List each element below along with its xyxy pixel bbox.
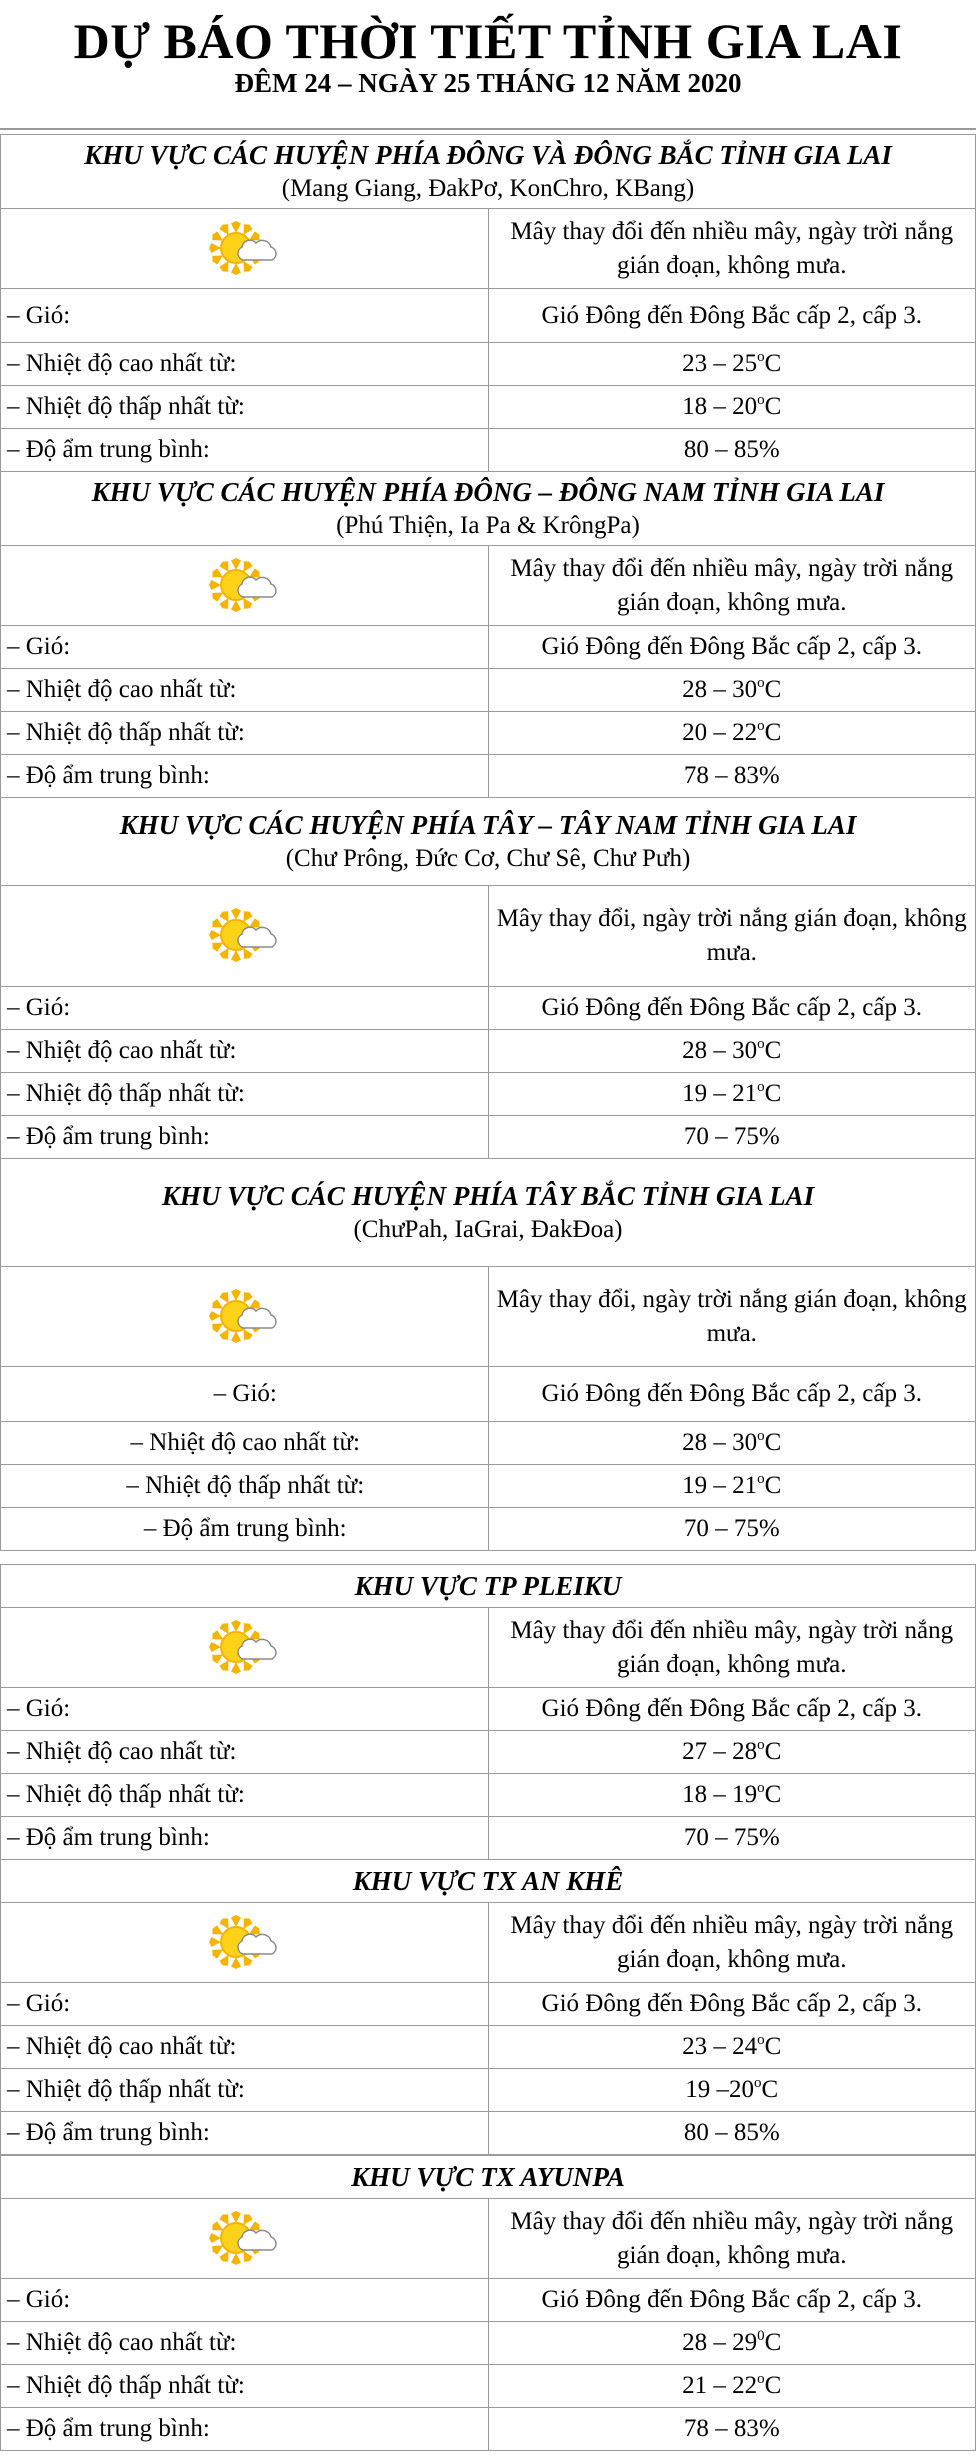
forecast-table-region-1 (0, 134, 976, 472)
partly-cloudy-icon (209, 1301, 281, 1328)
wind-value: Gió Đông đến Đông Bắc cấp 2, cấp 3. (488, 626, 976, 669)
wind-value: Gió Đông đến Đông Bắc cấp 2, cấp 3. (488, 1688, 976, 1731)
region-header (1, 1159, 976, 1267)
weather-icon-cell (1, 2199, 489, 2279)
temp-min-label: – Nhiệt độ thấp nhất từ: (1, 386, 489, 429)
humidity-value: 78 – 83% (488, 2408, 976, 2451)
sky-condition: Mây thay đổi đến nhiều mây, ngày trời nắng gián đoạn, không mưa. (488, 1608, 976, 1688)
region-districts: (Mang Giang, ĐakPơ, KonChro, KBang) (281, 174, 695, 202)
wind-value: Gió Đông đến Đông Bắc cấp 2, cấp 3. (488, 289, 976, 343)
wind-label: – Gió: (1, 1688, 489, 1731)
temp-max-label: – Nhiệt độ cao nhất từ: (1, 343, 489, 386)
temp-max-label: – Nhiệt độ cao nhất từ: (1, 669, 489, 712)
partly-cloudy-icon (209, 906, 281, 966)
temp-max-value: 28 – 30$^o$C (488, 1030, 976, 1073)
wind-value: Gió Đông đến Đông Bắc cấp 2, cấp 3. (488, 1983, 976, 2026)
partly-cloudy-icon (209, 556, 281, 616)
forecast-table-region-2 (0, 471, 976, 798)
humidity-value: 70 – 75% (488, 1116, 976, 1159)
humidity-label: – Độ ẩm trung bình: (1, 1817, 489, 1860)
wind-label: – Gió: (1, 289, 489, 343)
sky-condition: Mây thay đổi, ngày trời nắng gián đoạn, không mưa. (488, 886, 976, 987)
partly-cloudy-icon (209, 233, 281, 260)
weather-icon-cell (1, 886, 489, 987)
region-header (1, 2156, 976, 2199)
wind-label: – Gió: (1, 626, 489, 669)
region-title: KHU VỰC CÁC HUYỆN PHÍA TÂY – TÂY NAM TỈNH GIA LAI (119, 809, 857, 840)
weather-icon-cell (1, 1608, 489, 1688)
partly-cloudy-icon (209, 1618, 281, 1678)
region-title: KHU VỰC TX AYUNPA (351, 2161, 625, 2192)
temp-min-label: – Nhiệt độ thấp nhất từ: (1, 1073, 489, 1116)
partly-cloudy-icon (209, 1927, 281, 1954)
humidity-label: – Độ ẩm trung bình: (1, 1508, 489, 1551)
partly-cloudy-icon (209, 1913, 281, 1973)
region-districts: (Chư Prông, Đức Cơ, Chư Sê, Chư Pưh) (285, 844, 691, 872)
page-title: DỰ BÁO THỜI TIẾT TỈNH GIA LAI (73, 13, 903, 69)
wind-value: Gió Đông đến Đông Bắc cấp 2, cấp 3. (488, 2279, 976, 2322)
temp-min-value: 21 – 22$^o$C (488, 2365, 976, 2408)
region-header (1, 1565, 976, 1608)
forecast-table-an-khe (0, 1859, 976, 2155)
forecast-table-ayunpa (0, 2155, 976, 2451)
weather-icon-cell (1, 1903, 489, 1983)
title-divider (0, 128, 976, 130)
region-districts: (Phú Thiện, Ia Pa & KrôngPa) (336, 511, 640, 539)
page-subtitle: ĐÊM 24 – NGÀY 25 THÁNG 12 NĂM 2020 (234, 68, 742, 98)
humidity-value: 78 – 83% (488, 755, 976, 798)
temp-max-value: $28 - 29^0C$ (488, 2322, 976, 2365)
region-header (1, 472, 976, 546)
temp-max-value: 23 – 25$^o$C (488, 343, 976, 386)
partly-cloudy-icon (209, 2209, 281, 2269)
partly-cloudy-icon (209, 921, 281, 948)
temp-max-label: – Nhiệt độ cao nhất từ: (1, 1030, 489, 1073)
temp-min-value: 19 –20$^o$C (488, 2069, 976, 2112)
partly-cloudy-icon (209, 2223, 281, 2250)
wind-label: – Gió: (1, 1367, 489, 1422)
temp-max-value: 23 – 24$^o$C (488, 2026, 976, 2069)
sky-condition: Mây thay đổi đến nhiều mây, ngày trời nắng gián đoạn, không mưa. (488, 209, 976, 289)
temp-max-value: 28 – 30$^o$C (488, 1422, 976, 1465)
wind-label: – Gió: (1, 987, 489, 1030)
temp-min-label: – Nhiệt độ thấp nhất từ: (1, 2365, 489, 2408)
humidity-value: 80 – 85% (488, 429, 976, 472)
weather-icon-cell (1, 546, 489, 626)
humidity-label: – Độ ẩm trung bình: (1, 2112, 489, 2155)
region-title: KHU VỰC CÁC HUYỆN PHÍA ĐÔNG VÀ ĐÔNG BẮC TỈNH GIA LAI (84, 139, 892, 170)
partly-cloudy-icon (209, 1287, 281, 1347)
humidity-value: 70 – 75% (488, 1817, 976, 1860)
humidity-label: – Độ ẩm trung bình: (1, 755, 489, 798)
temp-max-value: 28 – 30$^o$C (488, 669, 976, 712)
region-header (1, 135, 976, 209)
temp-min-label: – Nhiệt độ thấp nhất từ: (1, 1774, 489, 1817)
humidity-value: 70 – 75% (488, 1508, 976, 1551)
sky-condition: Mây thay đổi, ngày trời nắng gián đoạn, không mưa. (488, 1267, 976, 1367)
temp-max-label: – Nhiệt độ cao nhất từ: (1, 2026, 489, 2069)
region-header (1, 798, 976, 886)
region-header (1, 1860, 976, 1903)
partly-cloudy-icon (209, 1632, 281, 1659)
temp-max-label: – Nhiệt độ cao nhất từ: (1, 1422, 489, 1465)
weather-icon-cell (1, 1267, 489, 1367)
temp-min-value: 19 – 21$^o$C (488, 1073, 976, 1116)
humidity-label: – Độ ẩm trung bình: (1, 429, 489, 472)
sky-condition: Mây thay đổi đến nhiều mây, ngày trời nắng gián đoạn, không mưa. (488, 546, 976, 626)
humidity-value: 80 – 85% (488, 2112, 976, 2155)
wind-value: Gió Đông đến Đông Bắc cấp 2, cấp 3. (488, 1367, 976, 1422)
wind-value: Gió Đông đến Đông Bắc cấp 2, cấp 3. (488, 987, 976, 1030)
wind-label: – Gió: (1, 1983, 489, 2026)
temp-min-value: 18 – 19$^o$C (488, 1774, 976, 1817)
temp-min-value: 20 – 22$^o$C (488, 712, 976, 755)
forecast-table-pleiku (0, 1564, 976, 1860)
partly-cloudy-icon (209, 570, 281, 597)
temp-max-value: 27 – 28$^o$C (488, 1731, 976, 1774)
temp-min-label: – Nhiệt độ thấp nhất từ: (1, 712, 489, 755)
temp-max-label: – Nhiệt độ cao nhất từ: (1, 1731, 489, 1774)
region-districts: (ChưPah, IaGrai, ĐakĐoa) (353, 1215, 623, 1243)
region-title: KHU VỰC TP PLEIKU (354, 1570, 622, 1601)
sky-condition: Mây thay đổi đến nhiều mây, ngày trời nắng gián đoạn, không mưa. (488, 2199, 976, 2279)
forecast-table-region-3 (0, 797, 976, 1159)
forecast-table-region-4 (0, 1158, 976, 1551)
temp-min-label: – Nhiệt độ thấp nhất từ: (1, 2069, 489, 2112)
temp-max-label: – Nhiệt độ cao nhất từ: (1, 2322, 489, 2365)
partly-cloudy-icon (209, 219, 281, 279)
sky-condition: Mây thay đổi đến nhiều mây, ngày trời nắng gián đoạn, không mưa. (488, 1903, 976, 1983)
region-title: KHU VỰC CÁC HUYỆN PHÍA ĐÔNG – ĐÔNG NAM TỈNH GIA LAI (91, 476, 885, 507)
temp-min-label: – Nhiệt độ thấp nhất từ: (1, 1465, 489, 1508)
humidity-label: – Độ ẩm trung bình: (1, 2408, 489, 2451)
weather-icon-cell (1, 209, 489, 289)
region-title: KHU VỰC CÁC HUYỆN PHÍA TÂY BẮC TỈNH GIA LAI (161, 1180, 815, 1211)
temp-min-value: 19 – 21$^o$C (488, 1465, 976, 1508)
humidity-label: – Độ ẩm trung bình: (1, 1116, 489, 1159)
region-title: KHU VỰC TX AN KHÊ (352, 1865, 624, 1896)
wind-label: – Gió: (1, 2279, 489, 2322)
temp-min-value: 18 – 20$^o$C (488, 386, 976, 429)
